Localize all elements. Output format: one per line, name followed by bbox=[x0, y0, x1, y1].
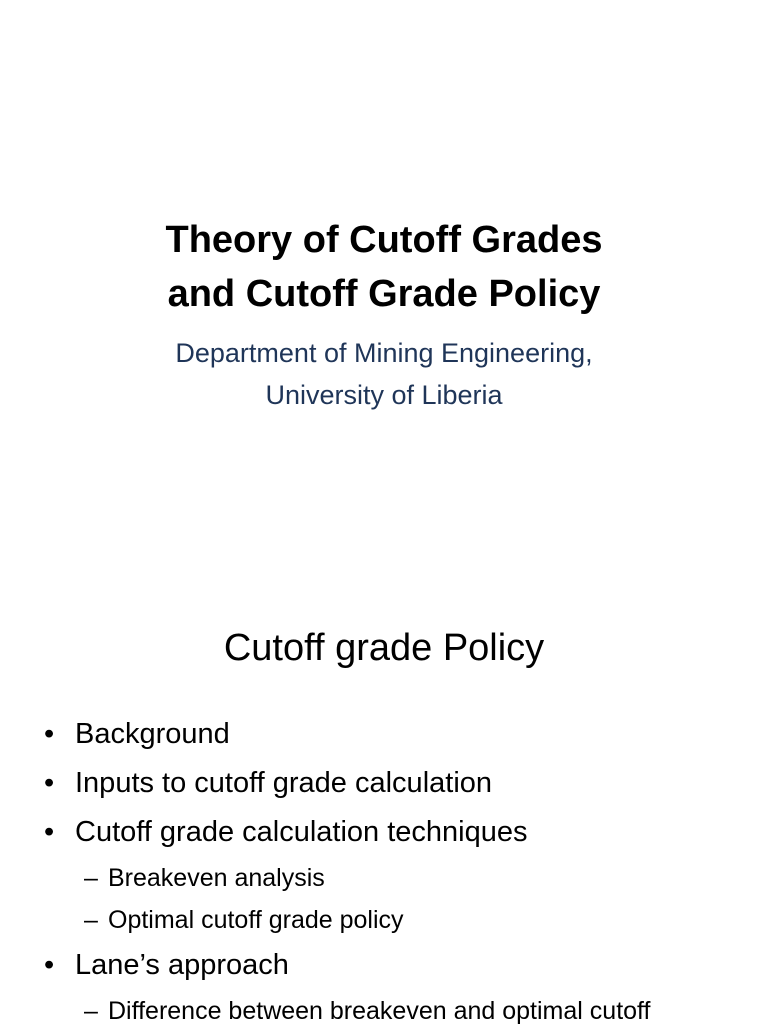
sub-bullet-text: Breakeven analysis bbox=[108, 864, 325, 892]
sub-bullet-item bbox=[0, 857, 768, 899]
slide-subtitle bbox=[0, 332, 768, 416]
bullet-text: Inputs to cutoff grade calculation bbox=[75, 767, 493, 799]
bullet-item bbox=[0, 808, 768, 857]
sub-bullet-item bbox=[0, 899, 768, 941]
bullet-item bbox=[0, 710, 768, 759]
bullet-text: Lane’s approach bbox=[75, 949, 289, 981]
subtitle-line-1: Department of Mining Engineering, bbox=[175, 338, 593, 368]
bullet-icon: • bbox=[44, 767, 55, 799]
bullet-item bbox=[0, 759, 768, 808]
content-slide-title: Cutoff grade Policy bbox=[223, 627, 545, 669]
sub-bullet-text: Difference between breakeven and optimal cutoff bbox=[108, 997, 651, 1024]
sub-bullet-text: Optimal cutoff grade policy bbox=[108, 906, 404, 934]
bullet-text: Cutoff grade calculation techniques bbox=[75, 816, 528, 848]
bullet-icon: • bbox=[44, 816, 55, 848]
bullet-text: Background bbox=[75, 718, 230, 750]
dash-icon: – bbox=[84, 864, 98, 892]
subtitle-line-2: University of Liberia bbox=[265, 380, 503, 410]
dash-icon: – bbox=[84, 997, 98, 1024]
bullet-list bbox=[0, 710, 768, 1024]
slide-title-line-1: Theory of Cutoff Grades bbox=[165, 219, 603, 262]
dash-icon: – bbox=[84, 906, 98, 934]
slide-title bbox=[0, 213, 768, 321]
bullet-icon: • bbox=[44, 949, 55, 981]
slide-title-line-2: and Cutoff Grade Policy bbox=[167, 273, 601, 316]
bullet-icon: • bbox=[44, 718, 55, 750]
bullet-item bbox=[0, 941, 768, 990]
sub-bullet-item bbox=[0, 990, 768, 1024]
content-slide bbox=[0, 576, 768, 1024]
